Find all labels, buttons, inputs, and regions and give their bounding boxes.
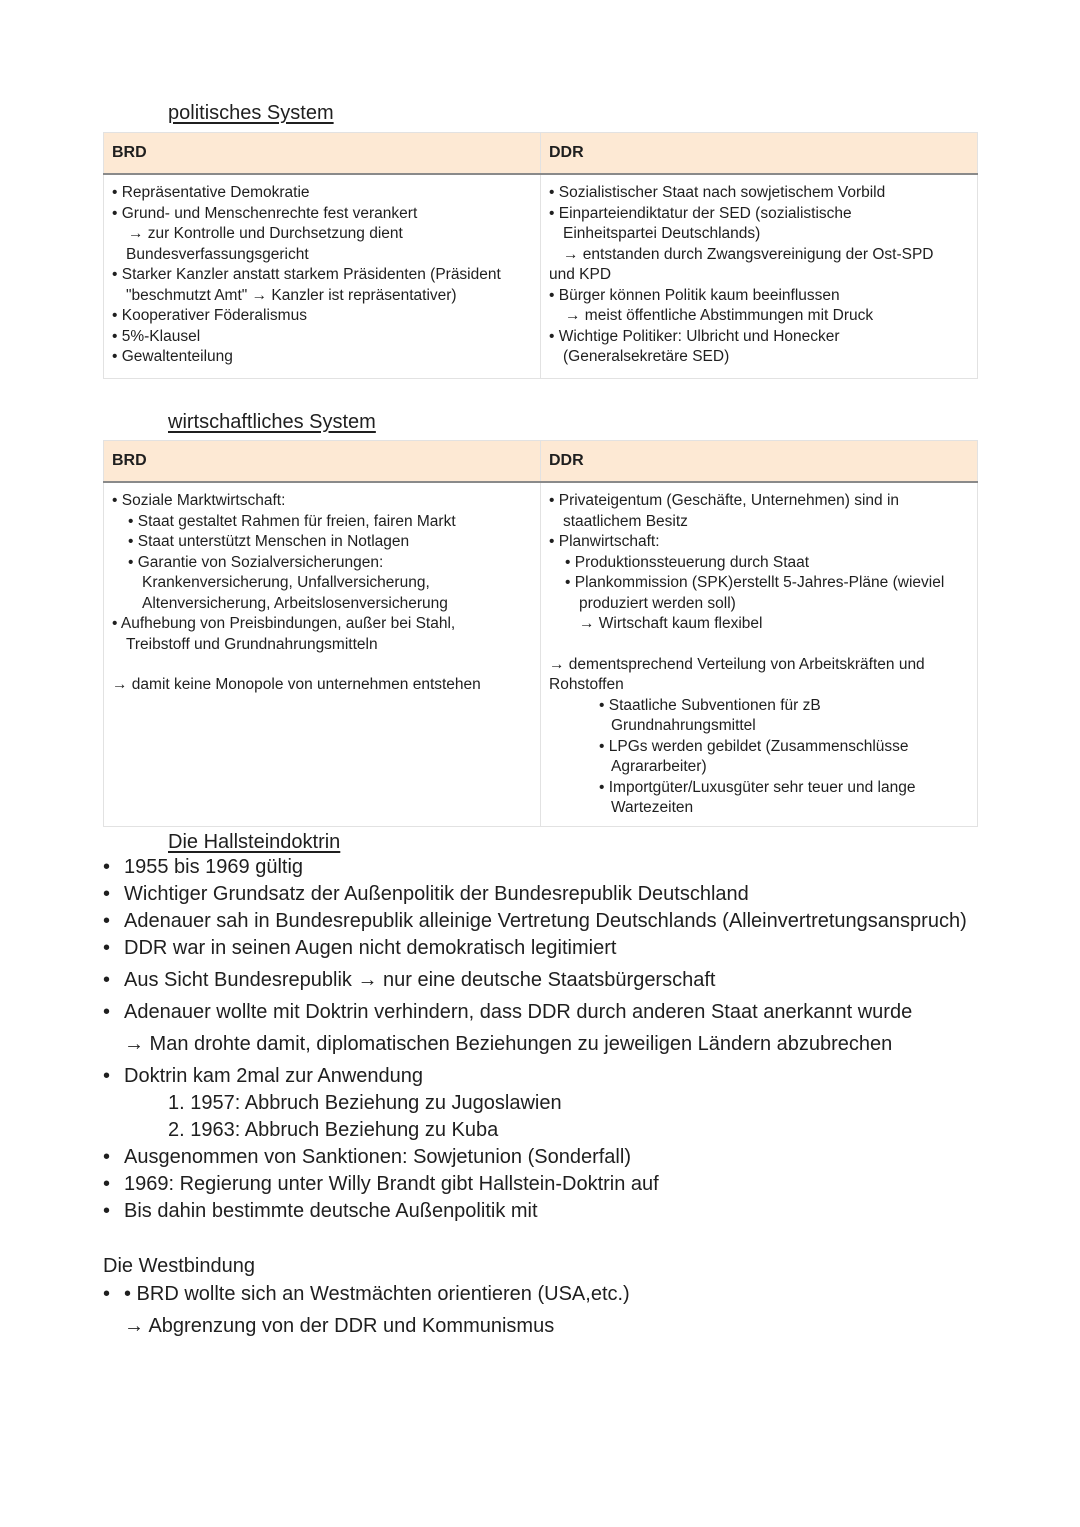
list-item: • Repräsentative Demokratie bbox=[112, 184, 310, 201]
list-item: • Importgüter/Luxusgüter sehr teuer und lange bbox=[599, 778, 916, 796]
list-item: staatlichem Besitz bbox=[563, 512, 688, 530]
list-item: • Bis dahin bestimmte deutsche Außenpolitik mit bbox=[103, 1200, 538, 1222]
list-item: → dementsprechend Verteilung von Arbeitskräften und bbox=[549, 655, 925, 673]
list-item: • • BRD wollte sich an Westmächten orientieren (USA,etc.) bbox=[103, 1283, 630, 1305]
list-item: → Abgrenzung von der DDR und Kommunismus bbox=[124, 1315, 555, 1337]
spacer bbox=[112, 655, 532, 675]
list-item: • Aufhebung von Preisbindungen, außer bei Stahl, bbox=[112, 615, 456, 632]
list-item: → Man drohte damit, diplomatischen Beziehungen zu jeweiligen Ländern abzubrechen bbox=[124, 1033, 893, 1055]
list-item: • Plankommission (SPK)erstellt 5-Jahres-Pläne (wieviel bbox=[565, 574, 945, 591]
list-item: → meist öffentliche Abstimmungen mit Druck bbox=[565, 307, 874, 324]
list-item: • Garantie von Sozialversicherungen: bbox=[128, 553, 384, 571]
bullet-icon: • bbox=[103, 856, 111, 878]
list-item: (Generalsekretäre SED) bbox=[563, 348, 730, 365]
list-item: • Ausgenommen von Sanktionen: Sowjetunion (Sonderfall) bbox=[103, 1146, 631, 1168]
list-item: • Wichtige Politiker: Ulbricht und Honecker bbox=[549, 327, 840, 345]
bullet-icon: • bbox=[103, 1001, 111, 1023]
list-item: "beschmutzt Amt" → Kanzler ist repräsentativer) bbox=[126, 286, 457, 304]
list-item: • Adenauer wollte mit Doktrin verhindern, dass DDR durch anderen Staat anerkannt wurde bbox=[103, 1001, 913, 1023]
column-header-brd: BRD bbox=[104, 133, 541, 175]
section-heading-politisches-system: politisches System bbox=[168, 102, 334, 124]
list-item: 2. 1963: Abbruch Beziehung zu Kuba bbox=[168, 1119, 499, 1141]
list-item: • Doktrin kam 2mal zur Anwendung bbox=[103, 1065, 424, 1087]
column-header-ddr: DDR bbox=[541, 133, 978, 175]
bullet-icon: • bbox=[103, 1065, 111, 1087]
table-politisches-system bbox=[103, 132, 978, 379]
section-heading-westbindung: Die Westbindung bbox=[103, 1255, 255, 1277]
list-item: Bundesverfassungsgericht bbox=[126, 245, 309, 263]
list-item: • 1969: Regierung unter Willy Brandt gibt Hallstein-Doktrin auf bbox=[103, 1173, 659, 1195]
list-item: • Produktionssteuerung durch Staat bbox=[565, 553, 810, 571]
list-item: • Staat unterstützt Menschen in Notlagen bbox=[128, 533, 410, 550]
list-item: Agrararbeiter) bbox=[611, 758, 707, 775]
list-item: 1. 1957: Abbruch Beziehung zu Jugoslawien bbox=[168, 1092, 562, 1114]
list-item: Treibstoff und Grundnahrungsmitteln bbox=[126, 635, 378, 653]
table-header-row bbox=[104, 441, 978, 483]
list-item: • Gewaltenteilung bbox=[112, 348, 233, 365]
list-item: Altenversicherung, Arbeitslosenversicherung bbox=[142, 594, 448, 612]
list-item: und KPD bbox=[549, 266, 612, 283]
spacer bbox=[549, 635, 969, 655]
list-item: • Adenauer sah in Bundesrepublik alleinige Vertretung Deutschlands (Alleinvertretungsanspruch) bbox=[103, 910, 967, 932]
bullet-icon: • bbox=[103, 883, 111, 905]
bullet-icon: • bbox=[103, 937, 111, 959]
list-item: • LPGs werden gebildet (Zusammenschlüsse bbox=[599, 737, 909, 755]
list-item: • 1955 bis 1969 gültig bbox=[103, 856, 304, 878]
cell-brd bbox=[104, 174, 541, 378]
list-item: Wartezeiten bbox=[611, 799, 694, 816]
column-header-brd: BRD bbox=[104, 441, 541, 483]
list-item: Einheitspartei Deutschlands) bbox=[563, 225, 761, 242]
table-row bbox=[104, 174, 978, 378]
table-header-row bbox=[104, 133, 978, 175]
list-item: Krankenversicherung, Unfallversicherung, bbox=[142, 574, 430, 591]
list-item: produziert werden soll) bbox=[579, 594, 736, 612]
bullet-icon: • bbox=[103, 1173, 111, 1195]
cell-brd bbox=[104, 482, 541, 826]
list-item: • Starker Kanzler anstatt starkem Präsidenten (Präsident bbox=[112, 266, 501, 283]
list-item: • Wichtiger Grundsatz der Außenpolitik der Bundesrepublik Deutschland bbox=[103, 883, 749, 905]
bullet-icon: • bbox=[103, 1200, 111, 1222]
column-header-ddr: DDR bbox=[541, 441, 978, 483]
bullet-icon: • bbox=[103, 910, 111, 932]
list-item: • DDR war in seinen Augen nicht demokratisch legitimiert bbox=[103, 937, 617, 959]
list-item: • Aus Sicht Bundesrepublik → nur eine deutsche Staatsbürgerschaft bbox=[103, 969, 716, 991]
list-item: → damit keine Monopole von unternehmen entstehen bbox=[112, 676, 481, 693]
list-item: • Sozialistischer Staat nach sowjetischem Vorbild bbox=[549, 184, 886, 201]
cell-ddr bbox=[541, 482, 978, 826]
list-item: • 5%-Klausel bbox=[112, 327, 201, 345]
bullet-icon: • bbox=[103, 969, 111, 991]
section-heading-wirtschaftliches-system: wirtschaftliches System bbox=[168, 411, 376, 433]
list-item: • Einparteiendiktatur der SED (sozialistische bbox=[549, 204, 852, 222]
list-item: Rohstoffen bbox=[549, 676, 624, 693]
cell-ddr bbox=[541, 174, 978, 378]
bullet-icon: • bbox=[103, 1146, 111, 1168]
list-item: • Planwirtschaft: bbox=[549, 533, 660, 550]
list-item: • Staat gestaltet Rahmen für freien, fairen Markt bbox=[128, 512, 456, 530]
hallstein-list bbox=[103, 856, 1003, 1227]
table-row bbox=[104, 482, 978, 826]
list-item: • Privateigentum (Geschäfte, Unternehmen) sind in bbox=[549, 492, 900, 509]
list-item: → zur Kontrolle und Durchsetzung dient bbox=[128, 225, 403, 242]
section-heading-hallsteindoktrin: Die Hallsteindoktrin bbox=[168, 831, 341, 853]
list-item: • Bürger können Politik kaum beeinflussen bbox=[549, 286, 840, 304]
table-wirtschaftliches-system bbox=[103, 440, 978, 827]
list-item: Grundnahrungsmittel bbox=[611, 717, 756, 734]
bullet-icon: • bbox=[103, 1283, 111, 1305]
list-item: → Wirtschaft kaum flexibel bbox=[579, 615, 763, 632]
list-item: • Kooperativer Föderalismus bbox=[112, 307, 307, 324]
list-item: → entstanden durch Zwangsvereinigung der Ost-SPD bbox=[563, 245, 934, 263]
list-item: • Soziale Marktwirtschaft: bbox=[112, 492, 286, 509]
westbindung-list bbox=[103, 1283, 1003, 1347]
list-item: • Staatliche Subventionen für zB bbox=[599, 696, 821, 714]
list-item: • Grund- und Menschenrechte fest verankert bbox=[112, 204, 418, 222]
